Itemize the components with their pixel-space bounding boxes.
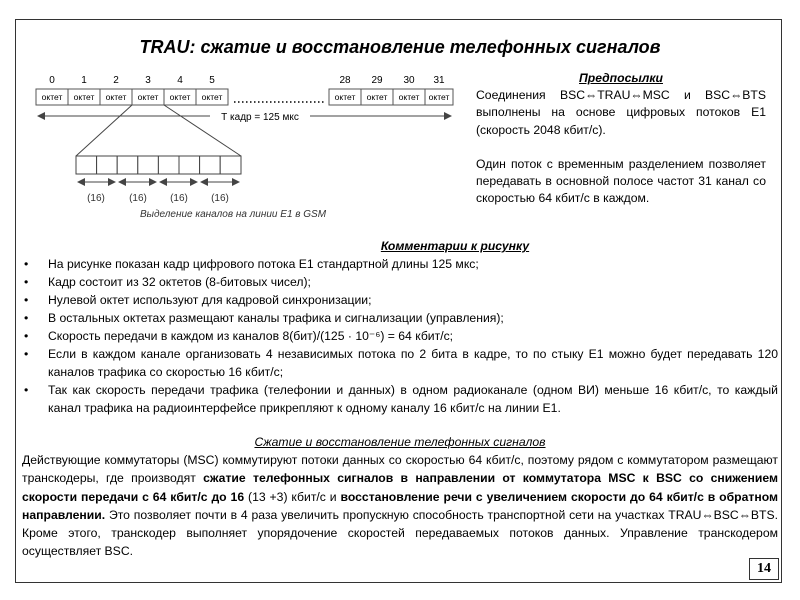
list-item — [22, 309, 778, 327]
slot-number: 28 — [339, 75, 351, 86]
list-item — [22, 255, 778, 273]
octet-cell: октет — [137, 92, 159, 102]
list-item — [22, 273, 778, 291]
channel-label: (16) — [170, 193, 188, 204]
octet-cell: октет — [366, 92, 388, 102]
list-item-text: Если в каждом канале организовать 4 независимых потока по 2 бита в кадре, то по стыку Е1 можно будет передавать 120 каналов трафика со скоростью 16 кбит/с; — [48, 347, 778, 379]
octet-cell: октет — [105, 92, 127, 102]
channel-label: (16) — [211, 193, 229, 204]
comments-block — [22, 237, 778, 417]
octet-cell: октет — [41, 92, 63, 102]
list-item — [22, 327, 778, 345]
list-item-text: Так как скорость передачи трафика (телефонии и данных) в одном радиоканале (одном ВИ) меньше 16 кбит/с, то каждый канал трафика на радиоинтерфейсе прикрепляют к одному каналу 16 кбит/с на линии Е1. — [48, 383, 778, 415]
e1-frame-diagram — [30, 68, 460, 213]
compression-paragraph — [22, 451, 778, 560]
slot-number: 2 — [113, 75, 119, 86]
slot-number: 4 — [177, 75, 183, 86]
octet-cell: октет — [201, 92, 223, 102]
comments-heading: Комментарии к рисунку — [380, 239, 530, 253]
compression-heading: Сжатие и восстановление телефонных сигналов — [254, 435, 546, 449]
octet-cell: октет — [169, 92, 191, 102]
slot-number: 5 — [209, 75, 215, 86]
list-item-text: На рисунке показан кадр цифрового потока Е1 стандартной длины 125 мкс; — [48, 257, 479, 271]
list-item-text: В остальных октетах размещают каналы трафика и сигнализации (управления); — [48, 311, 504, 325]
slot-number: 30 — [403, 75, 415, 86]
channel-label: (16) — [87, 193, 105, 204]
premises-block — [476, 70, 766, 207]
bullet: • — [24, 329, 29, 343]
slot-number: 0 — [49, 75, 55, 86]
compression-text: (13 +3) кбит/с и — [244, 489, 341, 504]
frame-duration-label: Т кадр = 125 мкс — [221, 112, 299, 123]
comments-list — [22, 255, 778, 417]
list-item — [22, 291, 778, 309]
slot-number: 3 — [145, 75, 151, 86]
octet-cell: октет — [334, 92, 356, 102]
slot-number: 29 — [371, 75, 383, 86]
slide-title: TRAU: сжатие и восстановление телефонных сигналов — [139, 37, 661, 57]
compression-block — [22, 433, 778, 560]
list-item-text: Скорость передачи в каждом из каналов 8(бит)/(125 · 10⁻⁶) = 64 кбит/с; — [48, 329, 454, 343]
bullet: • — [24, 275, 29, 289]
bullet: • — [24, 383, 29, 397]
list-item — [22, 381, 778, 417]
premises-para-2: Один поток с временным разделением позволяет передавать в основной полосе частот 31 канал со скоростью 64 кбит/с в каждом. — [476, 156, 766, 206]
compression-bold: сжатие телефонных сигналов в направлении от коммутатора MSC к BSC со снижением скорости передачи с 64 кбит/с до 16 — [22, 471, 778, 504]
slot-number: 1 — [81, 75, 87, 86]
list-item — [22, 345, 778, 381]
premises-heading: Предпосылки — [579, 71, 663, 85]
list-item-text: Кадр состоит из 32 октетов (8-битовых чисел); — [48, 275, 311, 289]
bullet: • — [24, 347, 29, 361]
compression-text: Действующие коммутаторы (MSC) коммутируют потоки данных со скоростью 64 кбит/с, поэтому рядом с коммутатором размещают транскодеры, где производят — [22, 453, 778, 486]
octet-bits — [76, 156, 241, 174]
compression-text: Это позволяет почти в 4 раза увеличить пропускную способность транспортной сети на участках TRAU⇔BSC⇔BTS. Кроме этого, транскодер выполняет упорядочение скоростей передаваемых потоков данных. Управление транскодером осуществляет BSC. — [22, 507, 778, 559]
bullet: • — [24, 293, 29, 307]
compression-bold: восстановление речи с увеличением скорости до 64 кбит/с в обратном направлении. — [22, 489, 778, 522]
slot-number: 31 — [433, 75, 445, 86]
list-item-text: Нулевой октет используют для кадровой синхронизации; — [48, 293, 372, 307]
premises-para-1: Соединения BSC⇔TRAU⇔MSC и BSC⇔BTS выполнены на основе цифровых потоков Е1 (скорость 2048 кбит/с). — [476, 88, 766, 137]
channel-label: (16) — [129, 193, 147, 204]
bullet: • — [24, 257, 29, 271]
octet-cell: октет — [428, 92, 450, 102]
diagram-caption: Выделение каналов на линии Е1 в GSM — [140, 209, 327, 220]
page-number: 14 — [749, 558, 779, 580]
octet-cell: октет — [398, 92, 420, 102]
octet-cell: октет — [73, 92, 95, 102]
bullet: • — [24, 311, 29, 325]
